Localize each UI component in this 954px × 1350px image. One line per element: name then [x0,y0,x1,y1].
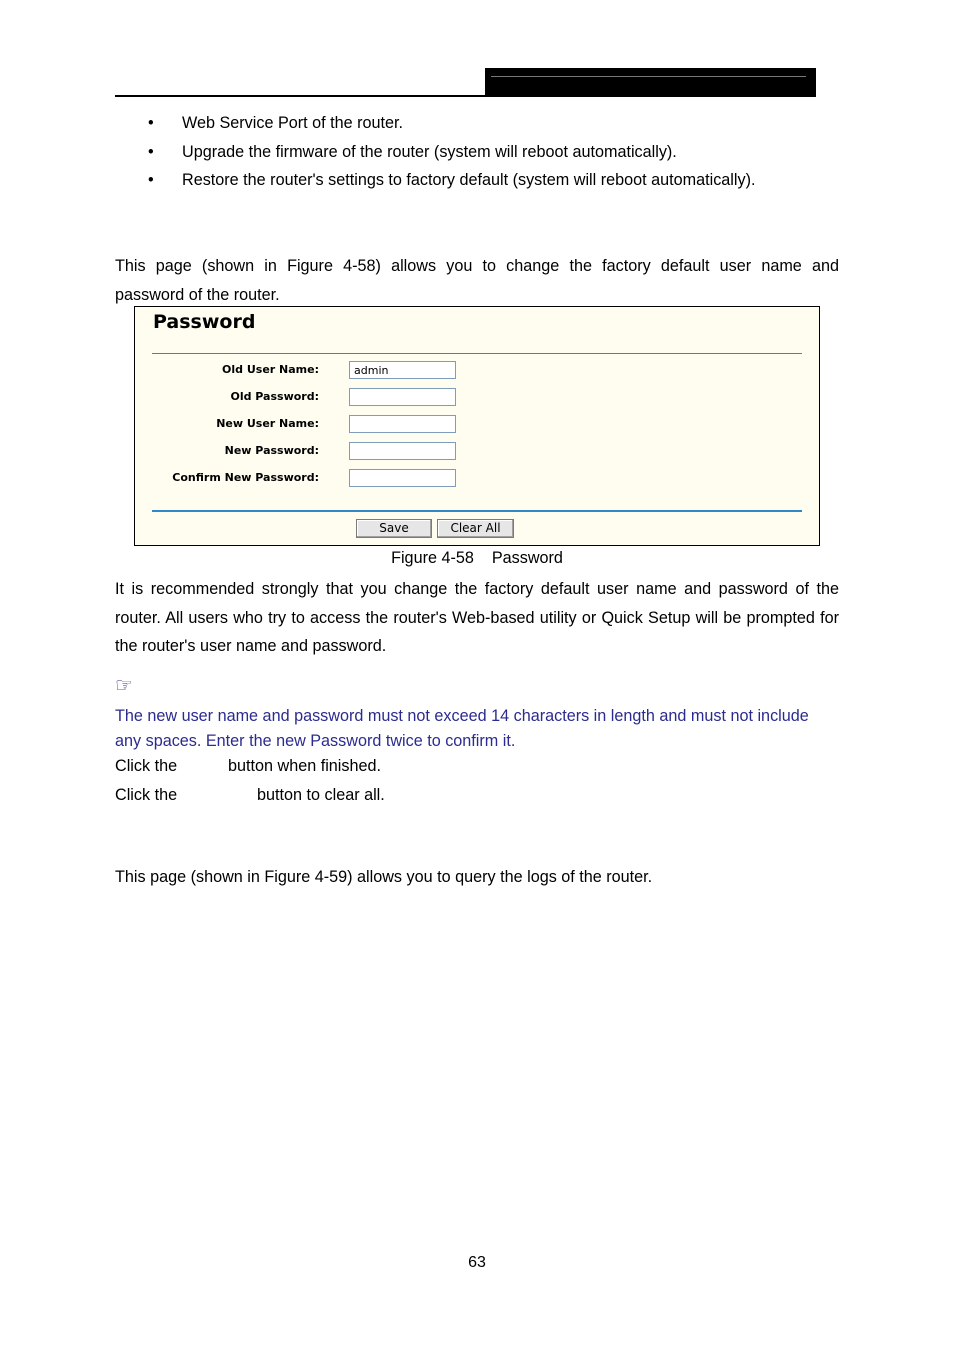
list-item [115,113,839,142]
logs-intro-paragraph: This page (shown in Figure 4-59) allows you to query the logs of the router. [115,868,653,886]
password-intro-paragraph [115,252,839,310]
bullet-icon: • [148,171,154,189]
figure-caption: Figure 4-58 Password [391,549,563,567]
click-clear-rest: button to clear all. [257,786,385,804]
intro-line-2: password of the router. [115,286,280,304]
old-password-input[interactable] [349,388,456,406]
header-banner-line [491,76,806,77]
pointing-hand-icon: ☞ [115,673,133,697]
new-password-input[interactable] [349,442,456,460]
new-user-name-input[interactable] [349,415,456,433]
page-number: 63 [468,1254,486,1271]
list-item-text: Restore the router's settings to factory default (system will reboot automatically). [182,171,756,189]
confirm-password-row [135,469,819,489]
old-user-name-input[interactable] [349,361,456,379]
bullet-icon: • [148,142,154,161]
password-form-figure [134,306,820,546]
save-button[interactable]: Save [356,519,432,538]
old-password-row [135,388,819,408]
click-save-instruction [115,757,381,776]
header-rule [115,95,485,97]
new-user-name-label: New User Name: [216,417,319,430]
new-user-name-row [135,415,819,435]
clear-all-button[interactable]: Clear All [437,519,514,538]
click-save-rest: button when finished. [228,757,381,775]
form-title: Password [153,311,256,333]
list-item-text: Upgrade the firmware of the router (system will reboot automatically). [182,142,677,161]
intro-line-1: This page (shown in Figure 4-58) allows you to change the factory default user name and [115,257,839,275]
new-password-label: New Password: [224,444,319,457]
click-clear-lead: Click the [115,786,178,804]
confirm-password-label: Confirm New Password: [172,471,319,484]
feature-bullet-list [115,113,839,199]
old-user-name-label: Old User Name: [222,363,319,376]
click-save-lead: Click the [115,757,178,775]
note-text: The new user name and password must not exceed 14 characters in length and must not include any spaces. Enter the new Password twice to confirm it. [115,707,809,750]
list-item [115,170,839,199]
old-user-name-row [135,361,819,381]
bullet-icon: • [148,114,154,132]
list-item [115,142,839,171]
list-item-text: Web Service Port of the router. [182,114,404,132]
new-password-row [135,442,819,462]
recommendation-paragraph: It is recommended strongly that you change the factory default user name and password of the router. All users who try to access the router's Web-based utility or Quick Setup will be prompted for the router's user name and password. [115,580,839,655]
form-divider-bottom [152,510,802,512]
header-banner [485,68,816,97]
confirm-password-input[interactable] [349,469,456,487]
old-password-label: Old Password: [230,390,319,403]
form-divider-top [152,353,802,354]
click-clear-instruction [115,786,385,805]
